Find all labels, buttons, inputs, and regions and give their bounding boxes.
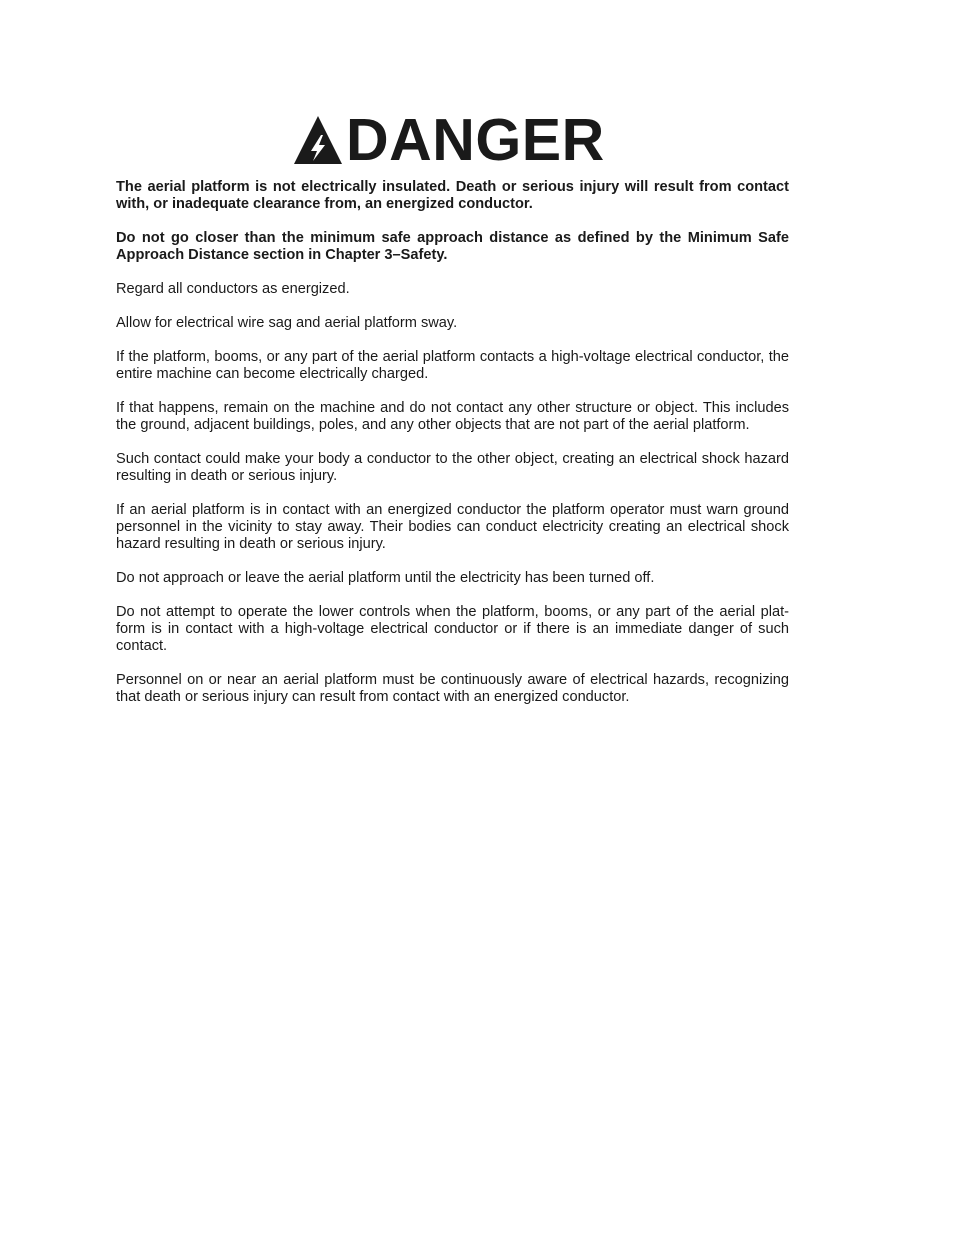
paragraph-7: Such contact could make your body a conductor to the other object, creating an electrical shock hazard resulting in death or serious injury. xyxy=(116,451,789,484)
paragraph-4: Allow for electrical wire sag and aerial platform sway. xyxy=(116,315,458,331)
paragraph-5: If the platform, booms, or any part of the aerial platform contacts a high-voltage electrical conductor, the entire machine can become electrically charged. xyxy=(116,349,789,382)
paragraph-1: The aerial platform is not electrically insulated. Death or serious injury will result from contact with, or inadequate clearance from, an energized conductor. xyxy=(116,179,789,212)
paragraph-6: If that happens, remain on the machine and do not contact any other structure or object. This includes the ground, adjacent buildings, poles, and any other objects that are not part of the aerial platform. xyxy=(116,400,789,433)
paragraph-8: If an aerial platform is in contact with an energized conductor the platform operator must warn ground personnel in the vicinity to stay away. Their bodies can conduct electricity creating an electrical shock hazard resulting in death or serious injury. xyxy=(116,502,789,552)
paragraph-9: Do not approach or leave the aerial platform until the electricity has been turned off. xyxy=(116,570,655,586)
paragraph-11: Personnel on or near an aerial platform must be continuously aware of electrical hazards, recognizing that death or serious injury can result from contact with an energized conductor. xyxy=(116,672,789,705)
paragraph-3: Regard all conductors as energized. xyxy=(116,281,350,297)
paragraph-10: Do not attempt to operate the lower controls when the platform, booms, or any part of the aerial plat-form is in contact with a high-voltage electrical conductor or if there is an immediate danger of such contact. xyxy=(116,604,789,654)
electrical-hazard-triangle-icon xyxy=(293,115,343,165)
danger-title: DANGER xyxy=(346,107,605,173)
danger-header xyxy=(293,107,605,173)
paragraph-2: Do not go closer than the minimum safe approach distance as defined by the Minimum Safe Approach Distance section in Chapter 3–Safety. xyxy=(116,230,789,263)
warning-body xyxy=(116,179,789,723)
